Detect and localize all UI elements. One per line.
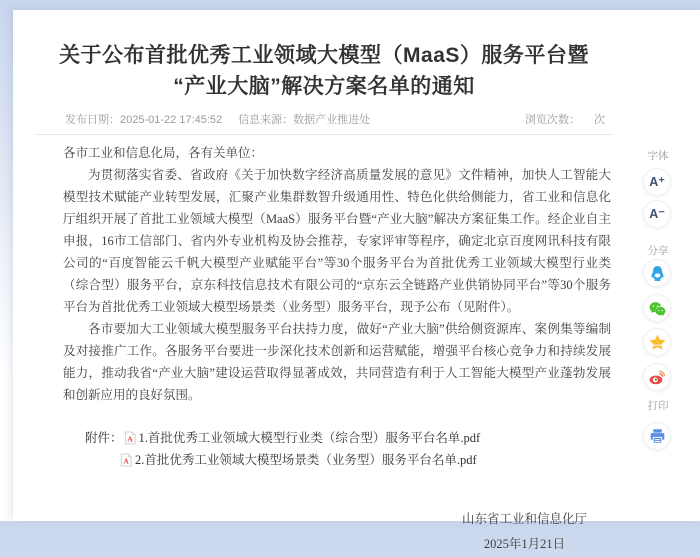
body-paragraph-2: 各市要加大工业领域大模型服务平台扶持力度，做好“产业大脑”供给侧资源库、案例集等编制及对接推广工作。各服务平台要进一步深化技术创新和运营赋能，增强平台核心竞争力和持续发展能力，推动我省“产业大脑”建设运营取得显著成效，共同营造有利于人工智能大模型产业蓬勃发展和创新应用的良好氛围。: [63, 322, 611, 402]
attachments-label: 附件：: [85, 431, 123, 445]
salutation: 各市工业和信息化局，各有关单位：: [63, 146, 264, 160]
share-qzone-button[interactable]: [643, 328, 671, 356]
qzone-star-icon: [648, 333, 667, 352]
pdf-file-icon: [124, 431, 136, 445]
attachment-link-2[interactable]: 2.首批优秀工业领域大模型场景类（业务型）服务平台名单.pdf: [135, 453, 477, 467]
attachments-block: [85, 427, 613, 471]
svg-text:A: A: [123, 456, 129, 466]
qq-icon: [648, 264, 667, 283]
signature-block: [462, 507, 587, 557]
weibo-icon: [648, 368, 667, 387]
share-weibo-button[interactable]: [643, 363, 671, 391]
meta-left: [65, 111, 370, 127]
print-label: 打印: [647, 400, 669, 412]
body-paragraph-1: 为贯彻落实省委、省政府《关于加快数字经济高质量发展的意见》文件精神，加快人工智能大模型技术赋能产业转型发展，汇聚产业集群数智升级通用性、特色化供给侧能力，省工业和信息化厅组织开展了首批工业领域大模型（MaaS）服务平台暨“产业大脑”解决方案征集工作。经企业自主申报，16市工信部门、省内外专业机构及协会推荐，专家评审等程序，确定北京百度网讯科技有限公司的“百度智能云千帆大模型产业赋能平台”等30个服务平台为首批优秀工业领域大模型行业类（综合型）服务平台，京东科技信息技术有限公司的“京东云全链路产业供销协同平台”等30个服务平台为首批优秀工业领域大模型场景类（业务型）服务平台，现予公布（见附件）。: [63, 168, 611, 314]
publish-date-label: 发布日期：: [65, 114, 120, 126]
pdf-file-icon: [120, 453, 132, 467]
font-decrease-button[interactable]: [643, 200, 671, 228]
attachment-link-1[interactable]: 1.首批优秀工业领域大模型行业类（综合型）服务平台名单.pdf: [138, 431, 481, 445]
page-title-line2: “产业大脑”解决方案名单的通知: [173, 75, 475, 98]
source-value: 数据产业推进处: [293, 114, 371, 126]
printer-icon: [649, 428, 666, 445]
font-size-label: 字体: [647, 150, 669, 162]
svg-text:A: A: [126, 434, 133, 444]
font-decrease-icon: A⁻: [649, 206, 665, 221]
font-increase-icon: A⁺: [649, 174, 665, 189]
wechat-icon: [648, 299, 667, 318]
signature-date: 2025年1月21日: [483, 537, 566, 551]
page-title: [35, 40, 613, 102]
signature-org: 山东省工业和信息化厅: [461, 512, 587, 526]
meta-bar: [35, 111, 613, 127]
share-qq-button[interactable]: [643, 259, 671, 287]
views-suffix: 次: [594, 114, 605, 126]
views-label: 浏览次数：: [525, 114, 580, 126]
publish-date-value: 2025-01-22 17:45:52: [120, 114, 223, 126]
page-title-line1: 关于公布首批优秀工业领域大模型（MaaS）服务平台暨: [59, 44, 589, 67]
share-wechat-button[interactable]: [643, 294, 671, 322]
attachment-row: [85, 427, 613, 449]
header-divider: [35, 134, 613, 135]
notice-page-card: [13, 10, 700, 551]
meta-right: [525, 111, 605, 127]
notice-body: [63, 142, 611, 406]
share-label: 分享: [647, 245, 669, 257]
print-button[interactable]: [643, 422, 671, 450]
source-label: 信息来源：: [238, 114, 294, 126]
font-increase-button[interactable]: [643, 168, 671, 196]
notice-content: [35, 10, 613, 557]
attachment-row: [119, 449, 613, 471]
